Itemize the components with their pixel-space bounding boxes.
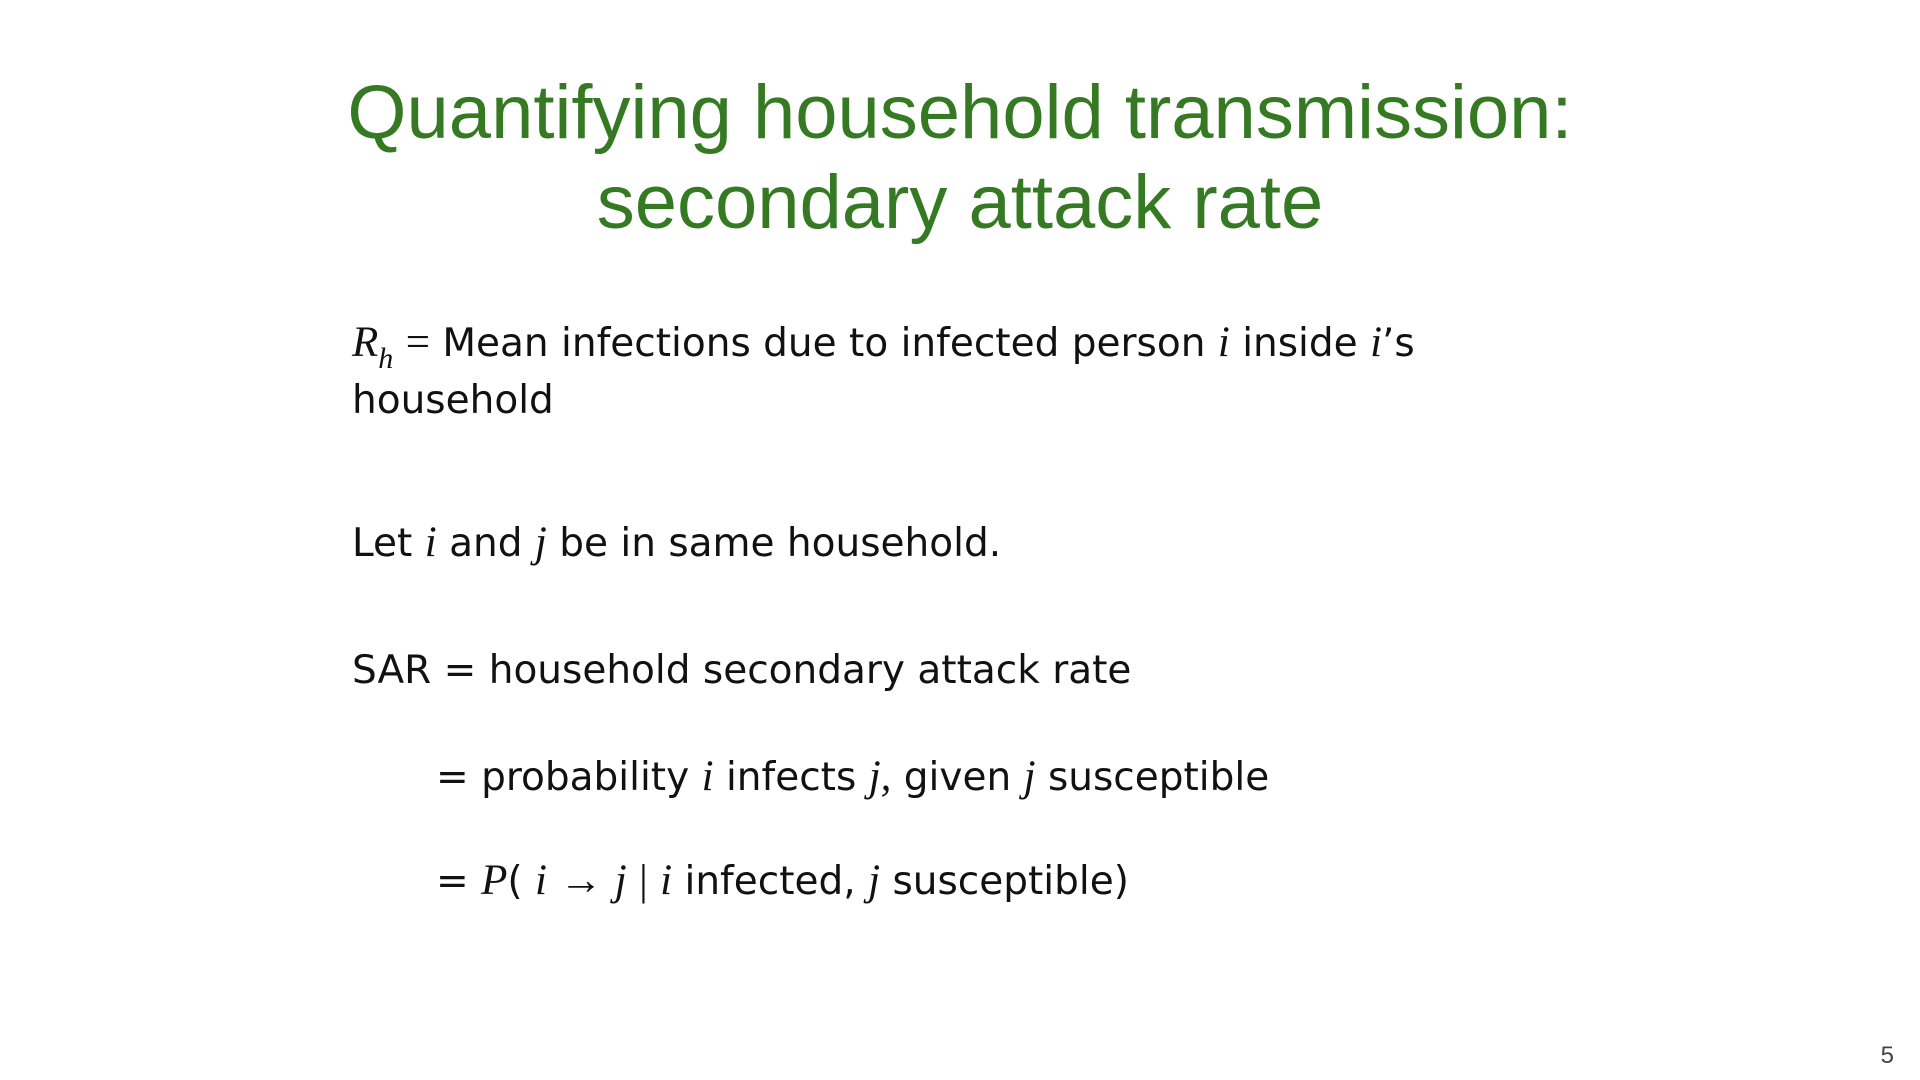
var-i: i [1370, 319, 1383, 366]
arrow-icon: → [559, 857, 603, 904]
var-p: P [481, 857, 508, 904]
var-j: j [534, 519, 547, 566]
slide-title-line-2: secondary attack rate [596, 160, 1324, 245]
slide-title [0, 68, 1920, 248]
page-number: 5 [1880, 1042, 1894, 1069]
var-j: j [1023, 753, 1036, 800]
var-i: i [535, 857, 547, 904]
sar-formula-line [436, 856, 1129, 905]
var-i: i [424, 519, 437, 566]
var-i: i [660, 857, 673, 904]
let-text-c: be in same household. [559, 521, 1002, 566]
sar-probability-line [436, 752, 1269, 801]
rh-text-a: Mean infections due to infected person [442, 321, 1206, 366]
let-text-a: Let [352, 521, 413, 566]
let-statement [352, 518, 1001, 567]
var-i: i [701, 753, 714, 800]
sar-l3-text-c: susceptible) [892, 859, 1129, 904]
sar-l3-text-b: infected, [684, 859, 856, 904]
given-bar: | [639, 857, 648, 904]
var-j: j, [868, 753, 892, 800]
open-paren: ( [507, 859, 523, 904]
rh-text-c: ’s [1382, 321, 1415, 366]
rh-definition-line-2: household [352, 378, 554, 423]
rh-equals: = [405, 319, 430, 366]
sar-definition: SAR = household secondary attack rate [352, 648, 1132, 693]
var-j: j [614, 857, 627, 904]
let-text-b: and [449, 521, 523, 566]
rh-text-b: inside [1242, 321, 1358, 366]
slide-title-line-1: Quantifying household transmission: [347, 70, 1573, 155]
sar-l2-text-a: = probability [436, 755, 690, 800]
sar-l2-text-d: susceptible [1047, 755, 1270, 800]
rh-subscript: h [378, 342, 394, 375]
sar-l2-text-b: infects [725, 755, 857, 800]
rh-definition-line-1 [352, 318, 1415, 375]
sar-l3-equals: = [436, 859, 469, 904]
var-i: i [1217, 319, 1230, 366]
var-j: j [868, 857, 881, 904]
rh-symbol: R [352, 319, 379, 366]
sar-l2-text-c: given [903, 755, 1012, 800]
